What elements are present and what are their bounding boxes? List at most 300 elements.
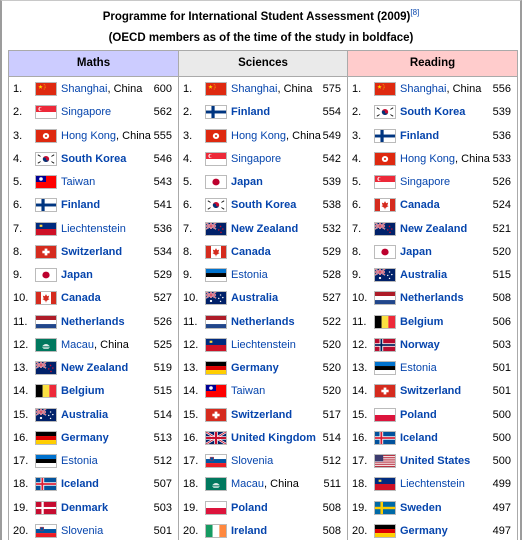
reading-row-liechtenstein bbox=[348, 473, 517, 496]
country-cell bbox=[231, 409, 292, 421]
australia-flag-icon[interactable] bbox=[374, 268, 396, 282]
rank: 6. bbox=[352, 199, 362, 212]
citation-link[interactable]: [8] bbox=[410, 8, 420, 18]
sciences-row-hong-kong bbox=[179, 125, 347, 148]
country-link[interactable]: Finland bbox=[400, 129, 440, 142]
maths-column bbox=[9, 51, 179, 540]
country-cell bbox=[231, 339, 296, 351]
score: 534 bbox=[153, 245, 172, 258]
country-link[interactable]: Hong Kong bbox=[61, 129, 117, 142]
score: 524 bbox=[492, 199, 511, 212]
country-link[interactable]: Taiwan bbox=[61, 176, 96, 188]
country-link[interactable]: Hong Kong bbox=[400, 152, 456, 165]
hong-kong-flag-icon[interactable] bbox=[205, 129, 227, 143]
rank: 5. bbox=[352, 176, 362, 188]
score: 501 bbox=[492, 385, 511, 398]
score: 528 bbox=[322, 269, 341, 281]
country-link[interactable]: Shanghai bbox=[61, 83, 108, 95]
rank: 9. bbox=[352, 269, 362, 281]
maths-row-south-korea bbox=[9, 148, 178, 171]
score: 511 bbox=[323, 478, 341, 491]
score: 525 bbox=[153, 338, 172, 351]
hong-kong-flag-icon[interactable] bbox=[374, 152, 396, 166]
rank: 11. bbox=[13, 315, 28, 328]
rank: 6. bbox=[13, 199, 23, 212]
country-cell bbox=[61, 199, 100, 211]
maths-row-japan bbox=[9, 264, 178, 287]
country-link[interactable]: Estonia bbox=[61, 455, 98, 467]
liechtenstein-flag-icon[interactable] bbox=[205, 338, 227, 352]
score: 526 bbox=[492, 176, 511, 188]
rank: 9. bbox=[183, 269, 193, 281]
switzerland-flag-icon[interactable] bbox=[35, 245, 57, 259]
score: 508 bbox=[492, 292, 511, 305]
score: 546 bbox=[153, 152, 172, 165]
score: 527 bbox=[153, 292, 172, 305]
country-link[interactable]: United Kingdom bbox=[231, 431, 316, 444]
maths-row-denmark bbox=[9, 497, 178, 520]
reading-row-united-states bbox=[348, 450, 517, 473]
country-link[interactable]: Denmark bbox=[61, 501, 109, 514]
reading-row-japan bbox=[348, 241, 517, 264]
switzerland-flag-icon[interactable] bbox=[205, 408, 227, 422]
country-cell bbox=[61, 502, 108, 514]
country-cell bbox=[231, 176, 263, 188]
rank: 13. bbox=[352, 362, 368, 374]
sciences-row-switzerland bbox=[179, 404, 347, 427]
sciences-row-taiwan bbox=[179, 380, 347, 403]
japan-flag-icon[interactable] bbox=[35, 268, 57, 282]
australia-flag-icon[interactable] bbox=[205, 291, 227, 305]
country-link[interactable]: Germany bbox=[231, 362, 279, 374]
score: 519 bbox=[153, 362, 172, 374]
hong-kong-flag-icon[interactable] bbox=[35, 129, 57, 143]
country-cell bbox=[61, 106, 111, 118]
country-cell bbox=[231, 316, 295, 328]
country-link[interactable]: Australia bbox=[400, 269, 448, 281]
country-link[interactable]: Poland bbox=[400, 408, 437, 421]
reading-row-estonia bbox=[348, 357, 517, 380]
country-link[interactable]: Sweden bbox=[400, 501, 442, 514]
south-korea-flag-icon[interactable] bbox=[205, 198, 227, 212]
iceland-flag-icon[interactable] bbox=[374, 431, 396, 445]
score: 503 bbox=[492, 338, 511, 351]
score: 515 bbox=[492, 269, 511, 281]
sciences-row-shanghai bbox=[179, 78, 347, 101]
country-suffix: , China bbox=[277, 83, 313, 95]
country-cell bbox=[61, 339, 129, 351]
country-link[interactable]: Iceland bbox=[400, 431, 438, 444]
country-suffix: , China bbox=[107, 83, 143, 95]
country-cell bbox=[400, 199, 440, 211]
country-link[interactable]: Netherlands bbox=[231, 315, 295, 328]
switzerland-flag-icon[interactable] bbox=[374, 384, 396, 398]
maths-row-iceland bbox=[9, 473, 178, 496]
shanghai-flag-icon[interactable] bbox=[205, 82, 227, 96]
rank: 10. bbox=[352, 292, 368, 305]
country-link[interactable]: New Zealand bbox=[61, 362, 129, 374]
rank: 7. bbox=[352, 222, 362, 235]
country-link[interactable]: South Korea bbox=[231, 199, 297, 212]
country-cell bbox=[400, 176, 450, 188]
country-cell bbox=[400, 223, 467, 235]
reading-row-finland bbox=[348, 125, 517, 148]
score: 541 bbox=[153, 199, 172, 212]
score: 529 bbox=[153, 269, 172, 281]
country-cell bbox=[61, 269, 93, 281]
country-link[interactable]: Liechtenstein bbox=[231, 338, 296, 351]
denmark-flag-icon[interactable] bbox=[35, 501, 57, 515]
reading-header[interactable]: Reading bbox=[348, 51, 517, 77]
rank: 7. bbox=[183, 222, 193, 235]
country-cell bbox=[400, 432, 438, 444]
singapore-flag-icon[interactable] bbox=[374, 175, 396, 189]
rank: 2. bbox=[352, 106, 362, 119]
rank: 3. bbox=[352, 129, 362, 142]
reading-row-shanghai bbox=[348, 78, 517, 101]
rank: 16. bbox=[13, 431, 29, 444]
rank: 11. bbox=[352, 315, 367, 328]
canada-flag-icon[interactable] bbox=[35, 291, 57, 305]
country-cell bbox=[400, 153, 490, 165]
country-cell bbox=[231, 199, 296, 211]
score: 514 bbox=[153, 408, 172, 421]
sciences-row-canada bbox=[179, 241, 347, 264]
country-link[interactable]: Canada bbox=[231, 245, 271, 258]
country-link[interactable]: South Korea bbox=[61, 152, 127, 165]
norway-flag-icon[interactable] bbox=[374, 338, 396, 352]
country-link[interactable]: Japan bbox=[400, 245, 432, 258]
country-cell bbox=[400, 385, 461, 397]
rank: 18. bbox=[13, 478, 29, 491]
country-cell bbox=[231, 130, 321, 142]
maths-row-macau bbox=[9, 334, 178, 357]
sciences-row-liechtenstein bbox=[179, 334, 347, 357]
rank: 4. bbox=[352, 152, 362, 165]
netherlands-flag-icon[interactable] bbox=[374, 291, 396, 305]
country-link[interactable]: Switzerland bbox=[231, 408, 293, 421]
reading-row-south-korea bbox=[348, 101, 517, 124]
japan-flag-icon[interactable] bbox=[374, 245, 396, 259]
new-zealand-flag-icon[interactable] bbox=[374, 222, 396, 236]
score: 600 bbox=[153, 83, 172, 95]
country-link[interactable]: Slovenia bbox=[61, 524, 104, 537]
finland-flag-icon[interactable] bbox=[35, 198, 57, 212]
score: 539 bbox=[322, 176, 341, 188]
score: 536 bbox=[153, 222, 172, 235]
rank: 13. bbox=[183, 362, 199, 374]
rank: 12. bbox=[183, 338, 199, 351]
country-link[interactable]: Taiwan bbox=[231, 385, 266, 398]
rank: 15. bbox=[352, 408, 368, 421]
belgium-flag-icon[interactable] bbox=[374, 315, 396, 329]
liechtenstein-flag-icon[interactable] bbox=[35, 222, 57, 236]
maths-header[interactable]: Maths bbox=[9, 51, 178, 77]
score: 508 bbox=[322, 524, 341, 537]
country-cell bbox=[231, 525, 267, 537]
united-states-flag-icon[interactable] bbox=[374, 454, 396, 468]
new-zealand-flag-icon[interactable] bbox=[35, 361, 57, 375]
country-link[interactable]: Switzerland bbox=[61, 245, 123, 258]
slovenia-flag-icon[interactable] bbox=[35, 524, 57, 538]
country-link[interactable]: Iceland bbox=[61, 478, 99, 491]
rank: 17. bbox=[13, 455, 29, 467]
country-cell bbox=[61, 409, 108, 421]
sciences-row-new-zealand bbox=[179, 218, 347, 241]
country-link[interactable]: Poland bbox=[231, 501, 268, 514]
score: 513 bbox=[153, 431, 172, 444]
sciences-row-south-korea bbox=[179, 194, 347, 217]
rank: 15. bbox=[13, 408, 29, 421]
sciences-row-macau bbox=[179, 473, 347, 496]
country-suffix: , China bbox=[94, 338, 129, 351]
rank: 9. bbox=[13, 269, 23, 281]
rank: 14. bbox=[352, 385, 368, 398]
score: 532 bbox=[322, 222, 341, 235]
rank: 17. bbox=[183, 455, 199, 467]
maths-row-slovenia bbox=[9, 520, 178, 540]
country-cell bbox=[400, 316, 443, 328]
country-link[interactable]: Germany bbox=[400, 524, 448, 537]
country-link[interactable]: Estonia bbox=[400, 362, 437, 374]
canada-flag-icon[interactable] bbox=[374, 198, 396, 212]
country-cell bbox=[231, 432, 316, 444]
country-link[interactable]: Singapore bbox=[400, 176, 451, 188]
rank: 4. bbox=[13, 152, 23, 165]
country-cell bbox=[231, 269, 268, 281]
country-cell bbox=[400, 246, 432, 258]
score: 529 bbox=[322, 245, 341, 258]
score: 514 bbox=[322, 431, 341, 444]
poland-flag-icon[interactable] bbox=[205, 501, 227, 515]
country-link[interactable]: Slovenia bbox=[231, 455, 274, 467]
maths-row-netherlands bbox=[9, 311, 178, 334]
rank: 20. bbox=[183, 524, 199, 537]
taiwan-flag-icon[interactable] bbox=[205, 384, 227, 398]
score: 520 bbox=[492, 245, 511, 258]
country-link[interactable]: Netherlands bbox=[400, 292, 464, 305]
south-korea-flag-icon[interactable] bbox=[374, 105, 396, 119]
country-link[interactable]: Singapore bbox=[61, 106, 112, 119]
country-cell bbox=[400, 502, 442, 514]
score: 543 bbox=[153, 176, 172, 188]
country-link[interactable]: Singapore bbox=[231, 152, 282, 165]
rank: 19. bbox=[352, 501, 368, 514]
pisa-results-table bbox=[8, 50, 518, 540]
rank: 15. bbox=[183, 408, 199, 421]
rank: 3. bbox=[183, 129, 193, 142]
country-cell bbox=[61, 176, 95, 188]
country-link[interactable]: Estonia bbox=[231, 269, 268, 281]
sciences-row-netherlands bbox=[179, 311, 347, 334]
maths-row-shanghai bbox=[9, 78, 178, 101]
country-cell bbox=[61, 316, 125, 328]
country-link[interactable]: Japan bbox=[231, 176, 263, 188]
singapore-flag-icon[interactable] bbox=[205, 152, 227, 166]
country-link[interactable]: Macau bbox=[61, 338, 95, 351]
score: 520 bbox=[322, 338, 341, 351]
reading-row-switzerland bbox=[348, 380, 517, 403]
country-link[interactable]: Switzerland bbox=[400, 385, 462, 398]
maths-row-finland bbox=[9, 194, 178, 217]
rank: 14. bbox=[13, 385, 29, 398]
country-cell bbox=[231, 292, 278, 304]
country-link[interactable]: Belgium bbox=[61, 385, 105, 398]
country-cell bbox=[61, 83, 142, 95]
south-korea-flag-icon[interactable] bbox=[35, 152, 57, 166]
macau-flag-icon[interactable] bbox=[35, 338, 57, 352]
germany-flag-icon[interactable] bbox=[35, 431, 57, 445]
shanghai-flag-icon[interactable] bbox=[35, 82, 57, 96]
score: 500 bbox=[492, 431, 511, 444]
maths-row-new-zealand bbox=[9, 357, 178, 380]
rank: 19. bbox=[183, 501, 199, 514]
sciences-row-japan bbox=[179, 171, 347, 194]
country-link[interactable]: New Zealand bbox=[231, 222, 299, 235]
score: 501 bbox=[153, 524, 172, 537]
macau-flag-icon[interactable] bbox=[205, 477, 227, 491]
country-cell bbox=[400, 130, 439, 142]
netherlands-flag-icon[interactable] bbox=[205, 315, 227, 329]
country-cell bbox=[61, 223, 126, 235]
score: 512 bbox=[322, 455, 341, 467]
japan-flag-icon[interactable] bbox=[205, 175, 227, 189]
reading-column bbox=[348, 51, 518, 540]
sciences-row-poland bbox=[179, 497, 347, 520]
rank: 13. bbox=[13, 362, 29, 374]
reading-row-singapore bbox=[348, 171, 517, 194]
country-cell bbox=[231, 455, 273, 467]
rank: 4. bbox=[183, 152, 193, 165]
rank: 3. bbox=[13, 129, 23, 142]
country-cell bbox=[231, 106, 270, 118]
sciences-header[interactable]: Sciences bbox=[179, 51, 347, 77]
germany-flag-icon[interactable] bbox=[205, 361, 227, 375]
country-link[interactable]: Australia bbox=[231, 292, 279, 305]
liechtenstein-flag-icon[interactable] bbox=[374, 477, 396, 491]
rank: 2. bbox=[13, 106, 23, 119]
sweden-flag-icon[interactable] bbox=[374, 501, 396, 515]
poland-flag-icon[interactable] bbox=[374, 408, 396, 422]
country-cell bbox=[400, 339, 440, 351]
score: 539 bbox=[492, 106, 511, 119]
country-suffix: , China bbox=[446, 83, 482, 95]
country-cell bbox=[231, 478, 299, 490]
united-kingdom-flag-icon[interactable] bbox=[205, 431, 227, 445]
country-link[interactable]: Shanghai bbox=[231, 83, 278, 95]
score: 503 bbox=[153, 501, 172, 514]
rank: 11. bbox=[183, 315, 198, 328]
country-link[interactable]: Liechtenstein bbox=[400, 478, 465, 491]
country-cell bbox=[231, 83, 312, 95]
country-link[interactable]: Macau bbox=[231, 478, 265, 491]
country-link[interactable]: Canada bbox=[400, 199, 440, 212]
australia-flag-icon[interactable] bbox=[35, 408, 57, 422]
country-link[interactable]: Australia bbox=[61, 408, 109, 421]
rank: 8. bbox=[13, 245, 23, 258]
country-cell bbox=[61, 525, 103, 537]
country-link[interactable]: United States bbox=[400, 455, 471, 467]
rank: 2. bbox=[183, 106, 193, 119]
country-cell bbox=[61, 385, 104, 397]
country-link[interactable]: Hong Kong bbox=[231, 129, 287, 142]
reading-row-hong-kong bbox=[348, 148, 517, 171]
country-link[interactable]: New Zealand bbox=[400, 222, 468, 235]
country-link[interactable]: Finland bbox=[231, 106, 271, 119]
reading-row-australia bbox=[348, 264, 517, 287]
reading-row-belgium bbox=[348, 311, 517, 334]
country-cell bbox=[61, 292, 101, 304]
country-suffix: , China bbox=[264, 478, 299, 491]
rank: 12. bbox=[13, 338, 29, 351]
estonia-flag-icon[interactable] bbox=[35, 454, 57, 468]
estonia-flag-icon[interactable] bbox=[374, 361, 396, 375]
country-link[interactable]: Finland bbox=[61, 199, 101, 212]
rank: 10. bbox=[183, 292, 199, 305]
country-link[interactable]: South Korea bbox=[400, 106, 466, 119]
sciences-row-ireland bbox=[179, 520, 347, 540]
rank: 8. bbox=[352, 245, 362, 258]
country-suffix: , China bbox=[455, 152, 490, 165]
rank: 20. bbox=[13, 524, 29, 537]
taiwan-flag-icon[interactable] bbox=[35, 175, 57, 189]
score: 522 bbox=[322, 315, 341, 328]
rank: 14. bbox=[183, 385, 199, 398]
country-link[interactable]: Liechtenstein bbox=[61, 222, 126, 235]
country-link[interactable]: Canada bbox=[61, 292, 101, 305]
estonia-flag-icon[interactable] bbox=[205, 268, 227, 282]
canada-flag-icon[interactable] bbox=[205, 245, 227, 259]
rank: 17. bbox=[352, 455, 368, 467]
germany-flag-icon[interactable] bbox=[374, 524, 396, 538]
netherlands-flag-icon[interactable] bbox=[35, 315, 57, 329]
country-cell bbox=[231, 223, 298, 235]
country-link[interactable]: Ireland bbox=[231, 524, 268, 537]
iceland-flag-icon[interactable] bbox=[35, 477, 57, 491]
belgium-flag-icon[interactable] bbox=[35, 384, 57, 398]
score: 501 bbox=[492, 362, 511, 374]
finland-flag-icon[interactable] bbox=[205, 105, 227, 119]
country-link[interactable]: Netherlands bbox=[61, 315, 125, 328]
maths-row-taiwan bbox=[9, 171, 178, 194]
country-cell bbox=[231, 502, 268, 514]
shanghai-flag-icon[interactable] bbox=[374, 82, 396, 96]
score: 499 bbox=[492, 478, 511, 491]
country-link[interactable]: Japan bbox=[61, 269, 93, 281]
maths-row-australia bbox=[9, 404, 178, 427]
country-cell bbox=[61, 478, 99, 490]
rank: 16. bbox=[183, 431, 199, 444]
country-cell bbox=[231, 153, 281, 165]
score: 527 bbox=[322, 292, 341, 305]
country-cell bbox=[400, 106, 465, 118]
reading-row-canada bbox=[348, 194, 517, 217]
country-cell bbox=[400, 478, 465, 490]
country-link[interactable]: Shanghai bbox=[400, 83, 447, 95]
score: 507 bbox=[153, 478, 172, 491]
ireland-flag-icon[interactable] bbox=[205, 524, 227, 538]
country-link[interactable]: Belgium bbox=[400, 315, 444, 328]
country-link[interactable]: Germany bbox=[61, 431, 109, 444]
country-link[interactable]: Norway bbox=[400, 338, 440, 351]
score: 512 bbox=[153, 455, 172, 467]
finland-flag-icon[interactable] bbox=[374, 129, 396, 143]
slovenia-flag-icon[interactable] bbox=[205, 454, 227, 468]
score: 497 bbox=[492, 501, 511, 514]
country-cell bbox=[231, 246, 271, 258]
new-zealand-flag-icon[interactable] bbox=[205, 222, 227, 236]
singapore-flag-icon[interactable] bbox=[35, 105, 57, 119]
